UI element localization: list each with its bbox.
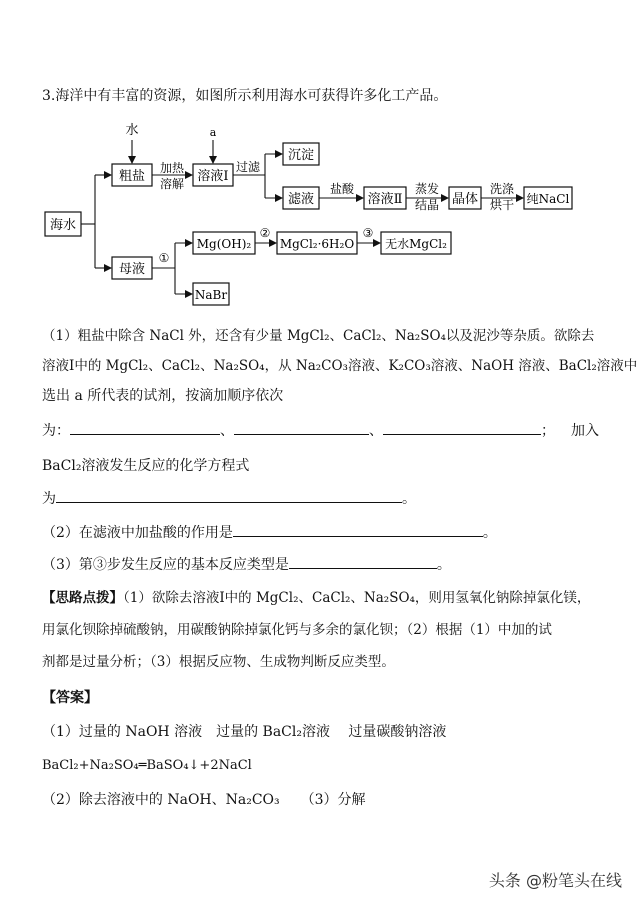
blank-equation[interactable] (56, 488, 402, 503)
blank-hcl-role[interactable] (233, 522, 483, 537)
label-seawater: 海水 (49, 218, 77, 233)
blank-reaction-type[interactable] (289, 554, 437, 569)
q2-line (42, 522, 497, 543)
label-dissolve: 溶解 (159, 177, 185, 191)
q1-answer-line (42, 420, 599, 441)
hint-title: 【思路点拨】 (42, 590, 123, 606)
label-evaporate: 蒸发 (414, 182, 440, 196)
hint-text-1: （1）欲除去溶液Ⅰ中的 MgCl₂、CaCl₂、Na₂SO₄，则用氢氧化钠除掉氯化镁， (123, 590, 591, 606)
question-title: 3.海洋中有丰富的资源，如图所示利用海水可获得许多化工产品。 (42, 88, 448, 104)
process-flow-diagram (0, 0, 640, 310)
label-crystal: 晶体 (451, 192, 479, 207)
label-water: 水 (125, 123, 139, 138)
label-filter: 过滤 (235, 160, 261, 174)
label-anhydrous-mgcl2: 无水MgCl₂ (385, 237, 447, 251)
label-nabr: NaBr (194, 288, 228, 302)
period-3: 。 (436, 557, 451, 573)
sep-dun-2: 、 (369, 423, 383, 439)
q1-wei: 为： (42, 423, 70, 439)
label-step3: ③ (362, 226, 374, 240)
label-solution2: 溶液Ⅱ (367, 192, 403, 207)
answer-1: （1）过量的 NaOH 溶液 过量的 BaCl₂溶液 过量碳酸钠溶液 (42, 724, 447, 740)
period-1: 。 (402, 491, 416, 507)
q1-line2: 溶液Ⅰ中的 MgCl₂、CaCl₂、Na₂SO₄，从 Na₂CO₃溶液、K₂CO₃溶液、NaOH 溶液、BaCl₂溶液中 (42, 358, 638, 374)
q1-equation-line (42, 488, 416, 509)
answer-title: 【答案】 (42, 690, 98, 706)
watermark: 头条 @粉笔头在线 (488, 871, 622, 890)
sep-semicolon: ； (541, 423, 555, 439)
q3-line (42, 554, 451, 575)
q2-text: （2）在滤液中加盐酸的作用是 (42, 525, 233, 541)
q1-line3: 选出 a 所代表的试剂，按滴加顺序依次 (42, 388, 284, 404)
answer-equation: BaCl₂+Na₂SO₄═BaSO₄↓+2NaCl (42, 758, 252, 773)
label-step2: ② (259, 226, 271, 240)
label-pure-nacl: 纯NaCl (526, 192, 570, 206)
blank-reagent-3[interactable] (383, 420, 541, 435)
blank-reagent-1[interactable] (70, 420, 220, 435)
blank-reagent-2[interactable] (234, 420, 369, 435)
q1-add: 加入 (571, 423, 599, 439)
label-heat: 加热 (159, 161, 185, 175)
label-mgoh2: Mg(OH)₂ (196, 237, 252, 251)
hint-line1 (42, 588, 590, 608)
label-reagent-a: a (209, 126, 217, 139)
q1-line5: BaCl₂溶液发生反应的化学方程式 (42, 458, 250, 474)
hint-line2: 用氯化钡除掉硫酸钠，用碳酸钠除掉氯化钙与多余的氯化钡；（2）根据（1）中加的试 (42, 622, 552, 638)
q1-wei2: 为 (42, 491, 56, 507)
label-mgcl2-hydrate: MgCl₂·6H₂O (279, 237, 355, 251)
label-hcl: 盐酸 (329, 182, 355, 196)
q3-text: （3）第③步发生反应的基本反应类型是 (42, 557, 289, 573)
label-dry: 烘干 (489, 198, 515, 212)
hint-line3: 剂都是过量分析；（3）根据反应物、生成物判断反应类型。 (42, 654, 395, 670)
answer-2-3: （2）除去溶液中的 NaOH、Na₂CO₃ （3）分解 (42, 792, 366, 808)
period-2: 。 (482, 525, 497, 541)
label-crude-salt: 粗盐 (118, 169, 146, 184)
q1-line1: （1）粗盐中除含 NaCl 外，还含有少量 MgCl₂、CaCl₂、Na₂SO₄以及泥沙等杂质。欲除去 (42, 328, 595, 344)
label-precipitate: 沉淀 (287, 148, 315, 163)
label-mother-liquor: 母液 (118, 262, 146, 277)
label-step1: ① (158, 251, 170, 265)
label-solution1: 溶液Ⅰ (197, 169, 229, 184)
label-filtrate: 滤液 (287, 192, 315, 207)
sep-dun-1: 、 (220, 423, 234, 439)
label-crystallize: 结晶 (414, 198, 440, 212)
label-wash: 洗涤 (489, 182, 515, 196)
